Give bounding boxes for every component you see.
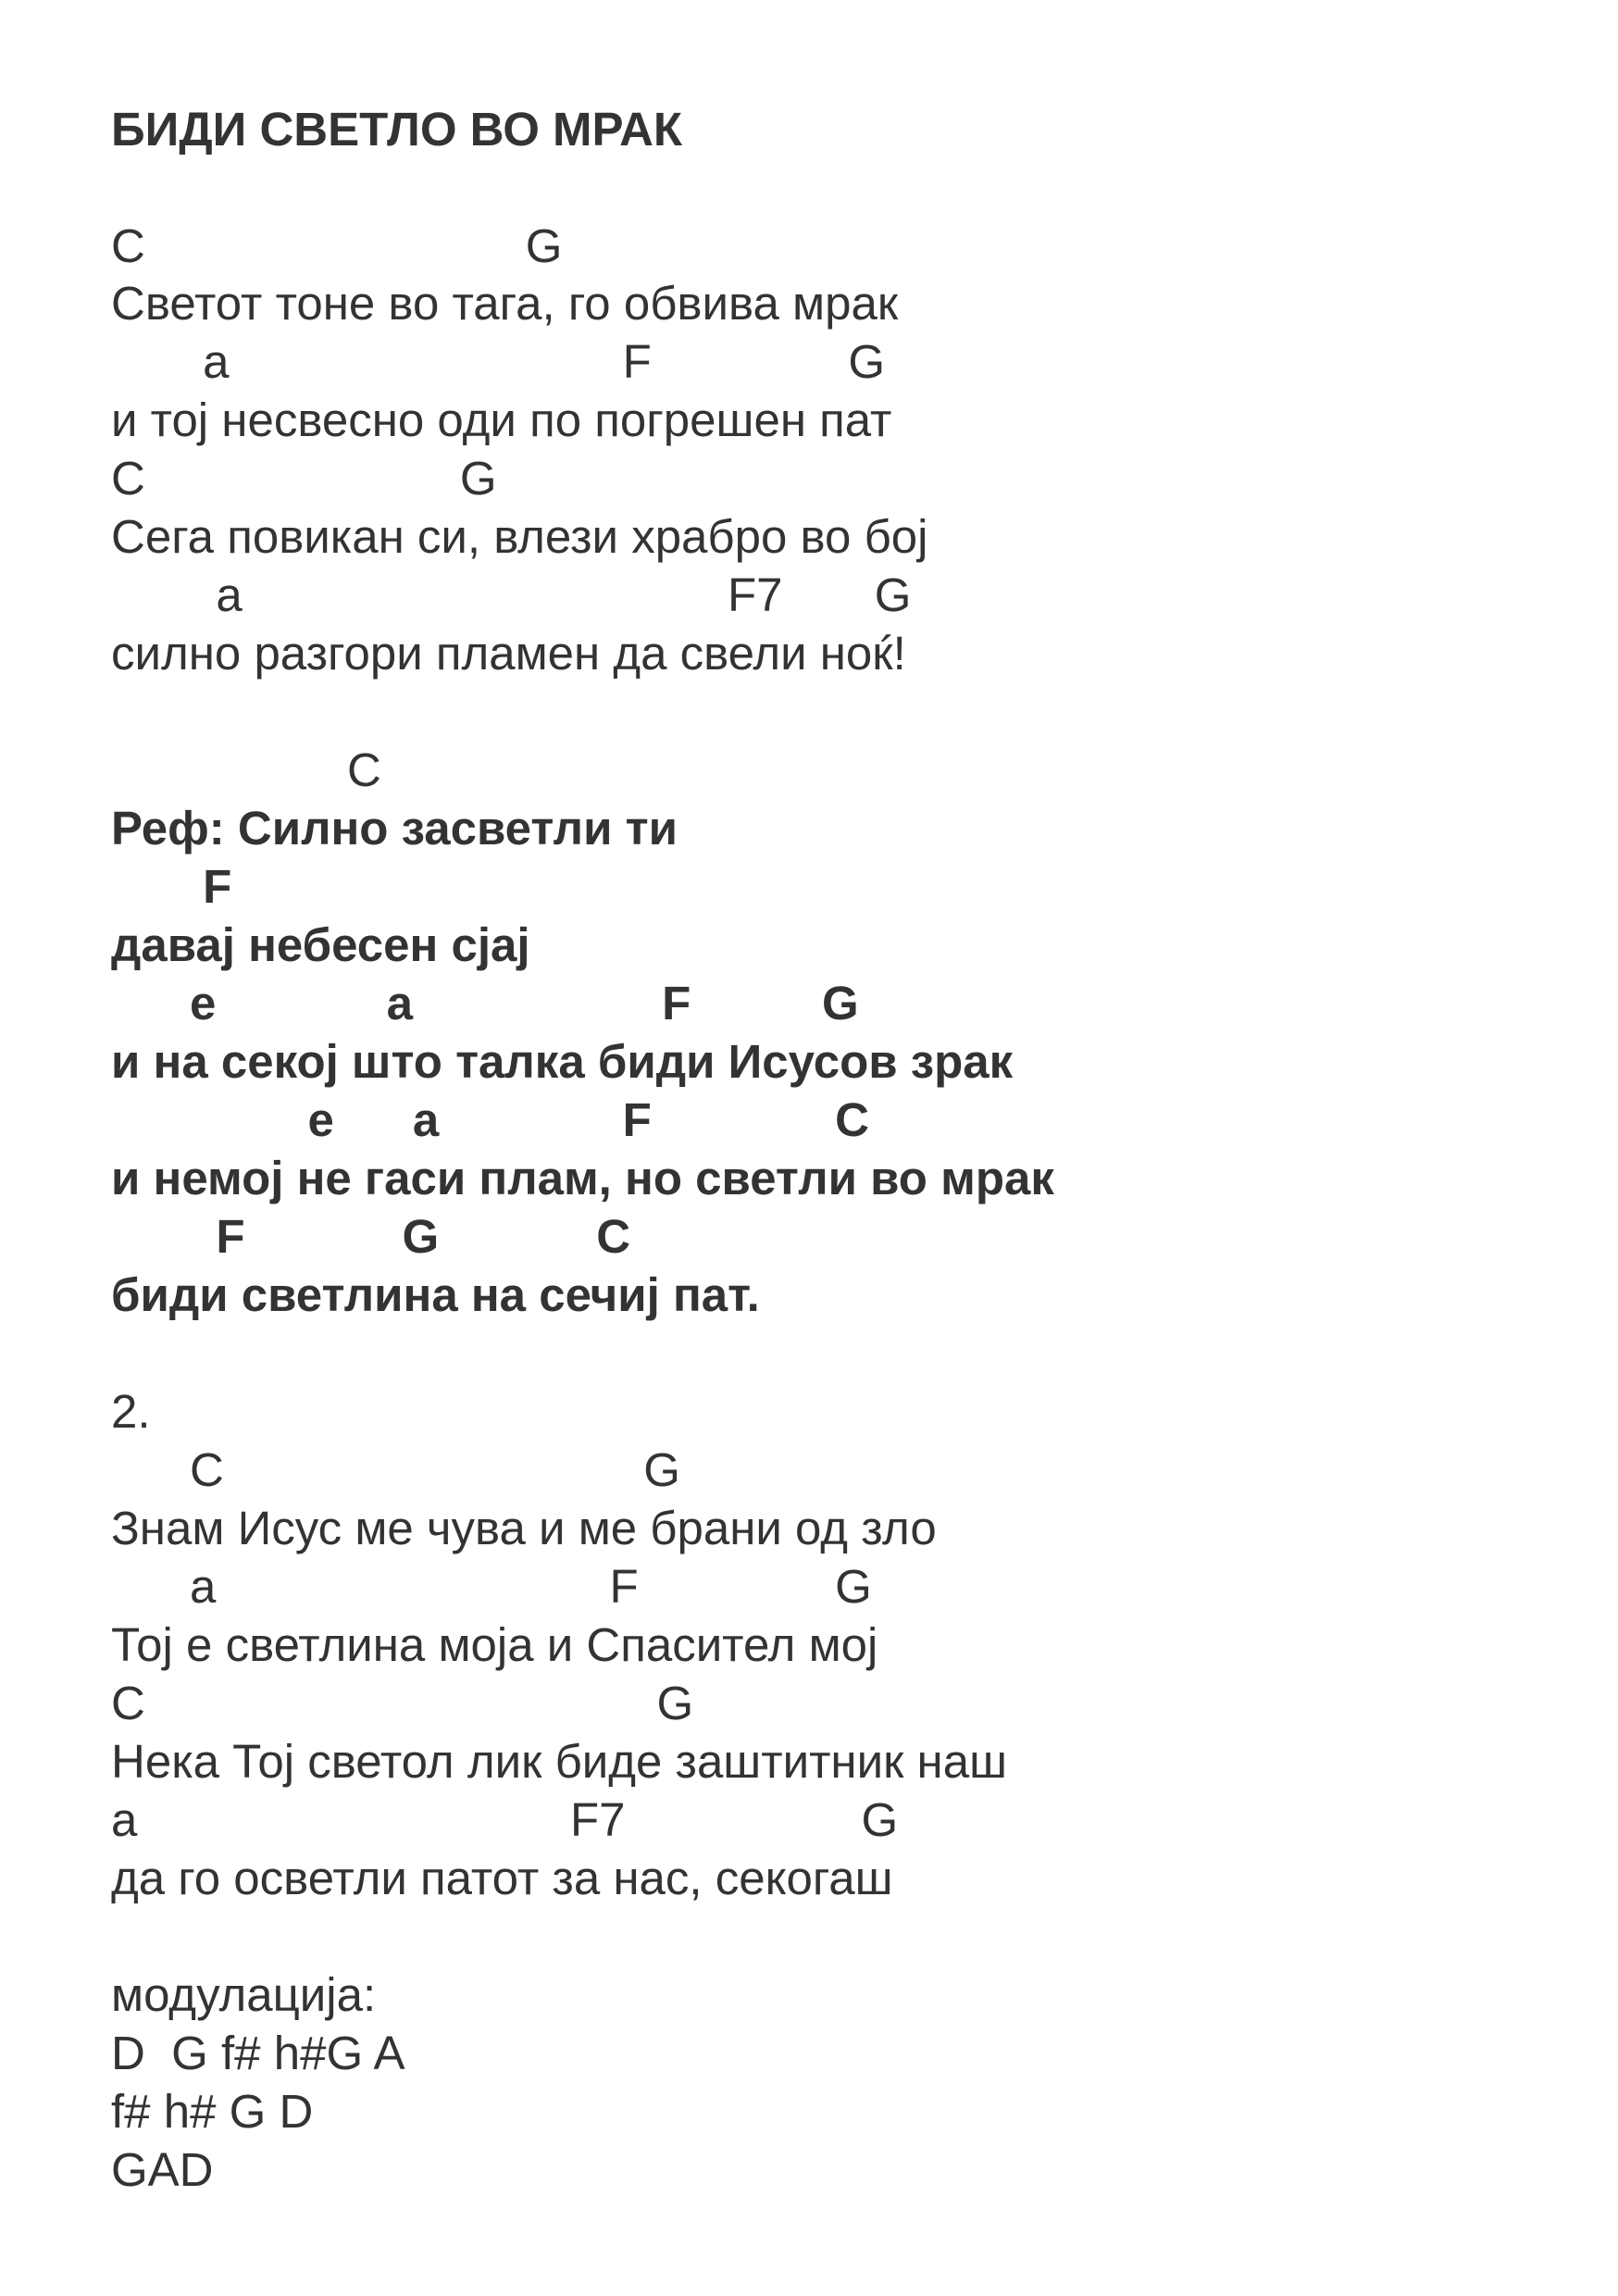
chord-line: a F G — [111, 335, 885, 388]
chord-line: C G — [111, 1443, 680, 1496]
modulation-chords: f# h# G D — [111, 2085, 314, 2138]
lyric-line: Знам Исус ме чува и ме брани од зло — [111, 1502, 937, 1554]
chord-line: C G — [111, 1677, 694, 1729]
chord-line: F — [111, 860, 232, 913]
chord-line: C G — [111, 452, 497, 505]
lyric-line: силно разгори пламен да свели ноќ! — [111, 627, 906, 680]
chord-line: a F G — [111, 1560, 872, 1613]
chord-line: e a F C — [111, 1093, 870, 1146]
chord-line: F G C — [111, 1210, 631, 1263]
lyric-line: давај небесен сјај — [111, 918, 530, 971]
modulation-chords: D G f# h#G A — [111, 2027, 405, 2079]
lyric-line: Сега повикан си, влези храбро во бој — [111, 510, 928, 563]
lyric-line: и немој не гаси плам, но светли во мрак — [111, 1152, 1054, 1204]
chord-line: C G — [111, 219, 563, 272]
lyric-line: Реф: Силно засветли ти — [111, 802, 678, 855]
lyric-line: Светот тоне во тага, го обвива мрак — [111, 277, 899, 330]
chord-line: a F7 G — [111, 568, 912, 621]
modulation-chords: GAD — [111, 2143, 214, 2196]
lyric-line: и на секој што талка биди Исусов зрак — [111, 1035, 1014, 1088]
chord-line: C — [111, 743, 381, 796]
verse-number: 2. — [111, 1385, 151, 1438]
lyric-line: и тој несвесно оди по погрешен пат — [111, 393, 892, 446]
lyric-line: Тој е светлина моја и Спасител мој — [111, 1618, 878, 1671]
chord-line: a F7 G — [111, 1793, 899, 1846]
song-title: БИДИ СВЕТЛО ВО МРАК — [111, 103, 683, 156]
chord-line: e a F G — [111, 977, 859, 1029]
lyric-line: Нека Тој светол лик биде заштитник наш — [111, 1735, 1008, 1788]
lyric-line: биди светлина на сечиј пат. — [111, 1268, 760, 1321]
modulation-label: модулација: — [111, 1968, 377, 2021]
lyric-line: да го осветли патот за нас, секогаш — [111, 1852, 893, 1904]
